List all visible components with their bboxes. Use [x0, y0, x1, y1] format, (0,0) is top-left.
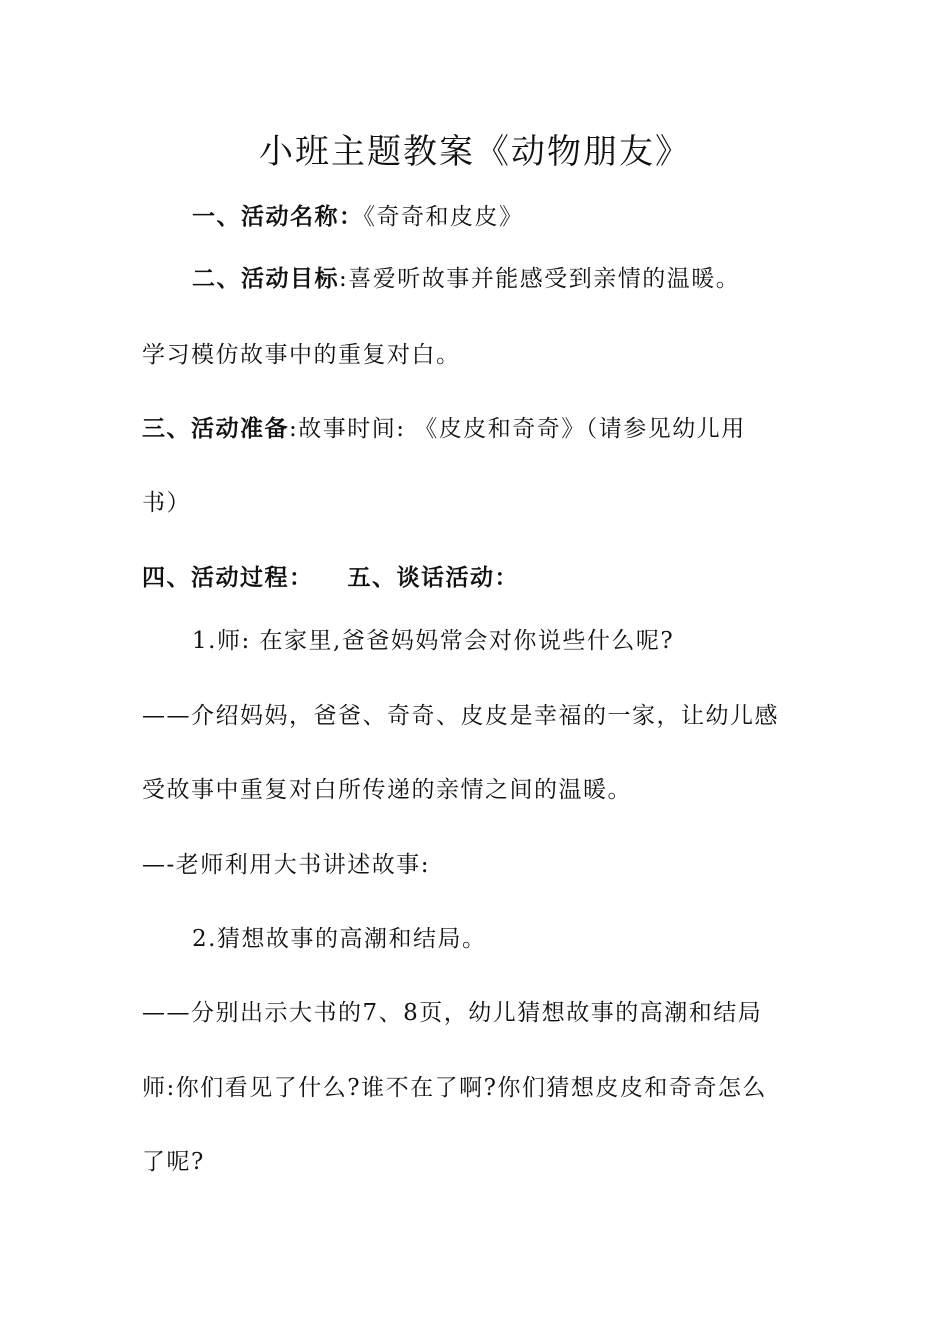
section-heading-activity-name: 一、活动名称： — [192, 204, 364, 230]
paragraph-8: 了呢? — [142, 1149, 205, 1175]
paragraph-2: ——介绍妈妈，爸爸、奇奇、皮皮是幸福的一家，让幼儿感 — [142, 703, 779, 729]
section-heading-conversation: 五、谈话活动： — [347, 565, 519, 591]
section-heading-activity-prep: 三、活动准备 — [142, 416, 289, 442]
paragraph-6: ——分别出示大书的7、8页，幼儿猜想故事的高潮和结局 — [142, 1000, 763, 1026]
activity-goal-text: :喜爱听故事并能感受到亲情的温暖。 — [339, 266, 741, 292]
document-title: 小班主题教案《动物朋友》 — [259, 132, 691, 172]
section-activity-prep — [142, 412, 746, 446]
activity-prep-text: :故事时间: 《皮皮和奇奇》（请参见幼儿用 — [289, 416, 746, 442]
paragraph-3: 受故事中重复对白所传递的亲情之间的温暖。 — [142, 777, 632, 803]
section-activity-process — [142, 561, 519, 595]
activity-name-text: 《奇奇和皮皮》 — [363, 204, 524, 230]
section-heading-activity-process: 四、活动过程： — [142, 565, 314, 591]
paragraph-4: —-老师利用大书讲述故事: — [142, 852, 431, 878]
section-heading-activity-goal: 二、活动目标 — [192, 266, 339, 292]
activity-goal-continued: 学习模仿故事中的重复对白。 — [142, 342, 461, 368]
section-activity-goal — [192, 262, 740, 296]
section-activity-name — [192, 200, 524, 234]
paragraph-1: 1.师: 在家里,爸爸妈妈常会对你说些什么呢? — [192, 628, 675, 654]
paragraph-7: 师:你们看见了什么?谁不在了啊?你们猜想皮皮和奇奇怎么 — [142, 1075, 767, 1101]
paragraph-5: 2.猜想故事的高潮和结局。 — [192, 926, 487, 952]
activity-prep-continued: 书） — [142, 490, 191, 516]
